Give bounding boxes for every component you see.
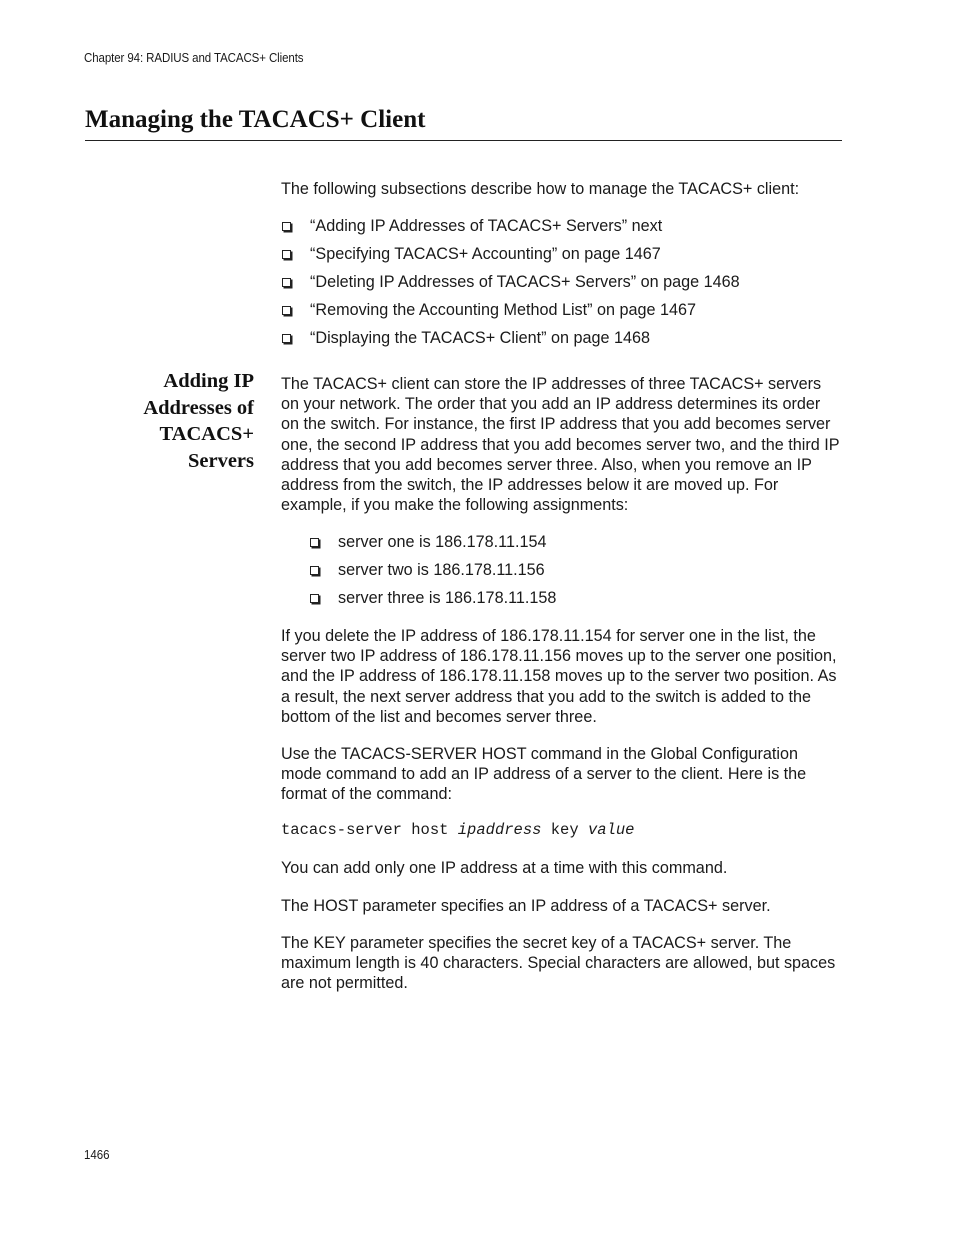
checkbox-bullet-icon	[282, 278, 291, 287]
intro-paragraph	[281, 179, 841, 199]
subsection-title-line: Addresses of	[143, 396, 254, 419]
command-syntax	[281, 821, 634, 839]
list-item-text: “Deleting IP Addresses of TACACS+ Servers” on page 1468	[310, 273, 740, 291]
paragraph-delete-example	[281, 626, 841, 727]
list-item-text: “Removing the Accounting Method List” on page 1467	[310, 301, 697, 319]
paragraph-host-parameter	[281, 896, 841, 916]
subsection-title-line: Servers	[187, 450, 254, 473]
command-keyword: key	[541, 821, 588, 839]
title-rule	[85, 140, 842, 141]
paragraph-text: If you delete the IP address of 186.178.11.154 for server one in the list, the server two IP address of 186.178.11.156 moves up to the server one position, and the IP address of 186.178.11.158 moves up to the server two position. As a result, the next server address that you add to the switch is added to the bottom of the list and becomes server three.	[281, 627, 837, 726]
checkbox-bullet-icon	[310, 538, 319, 547]
subsection-title	[143, 368, 254, 475]
checkbox-bullet-icon	[282, 306, 291, 315]
paragraph-text: You can add only one IP address at a time with this command.	[281, 859, 728, 877]
list-item-text: server one is 186.178.11.154	[338, 533, 547, 551]
list-item-text: “Adding IP Addresses of TACACS+ Servers” next	[310, 217, 663, 235]
checkbox-bullet-icon	[282, 222, 291, 231]
command-argument: value	[587, 821, 635, 839]
checkbox-bullet-icon	[282, 334, 291, 343]
intro-text: The following subsections describe how to manage the TACACS+ client:	[281, 180, 800, 198]
paragraph-storage	[281, 374, 841, 515]
list-item-text: server two is 186.178.11.156	[338, 561, 545, 579]
checkbox-bullet-icon	[282, 250, 291, 259]
command-argument: ipaddress	[457, 821, 542, 839]
subsection-link-list	[281, 216, 740, 356]
list-item	[281, 272, 740, 300]
paragraph-text: The KEY parameter specifies the secret key of a TACACS+ server. The maximum length is 40 characters. Special characters are allowed, but spaces are not permitted.	[281, 934, 836, 993]
list-item	[309, 588, 556, 616]
checkbox-bullet-icon	[310, 566, 319, 575]
paragraph-one-at-a-time	[281, 858, 841, 878]
list-item	[281, 328, 740, 356]
subsection-title-line: TACACS+	[159, 423, 254, 446]
list-item-text: “Displaying the TACACS+ Client” on page 1468	[310, 329, 650, 347]
subsection-title-line: Adding IP	[163, 370, 254, 392]
list-item	[281, 244, 740, 272]
paragraph-command-intro	[281, 744, 841, 805]
list-item	[281, 216, 740, 244]
paragraph-text: The TACACS+ client can store the IP addresses of three TACACS+ servers on your network. The order that you add an IP address determines its order on the switch. For instance, the first IP address that you add becomes server one, the second IP address that you add becomes server two, and the third IP address that you add becomes server three. Also, when you remove an IP address from the switch, the IP addresses below it are moved up. For example, if you make the following assignments:	[281, 375, 840, 515]
list-item-text: “Specifying TACACS+ Accounting” on page 1467	[310, 245, 661, 263]
list-item	[309, 532, 556, 560]
list-item-text: server three is 186.178.11.158	[338, 589, 557, 607]
paragraph-text: Use the TACACS-SERVER HOST command in the Global Configuration mode command to add an IP address of a server to the client. Here is the format of the command:	[281, 745, 807, 804]
list-item	[281, 300, 740, 328]
checkbox-bullet-icon	[310, 594, 319, 603]
page-number: 1466	[84, 1148, 110, 1162]
paragraph-text: The HOST parameter specifies an IP address of a TACACS+ server.	[281, 897, 771, 915]
server-assignment-list	[309, 532, 556, 616]
section-title: Managing the TACACS+ Client	[85, 106, 426, 133]
paragraph-key-parameter	[281, 933, 841, 994]
running-header: Chapter 94: RADIUS and TACACS+ Clients	[84, 51, 304, 65]
list-item	[309, 560, 556, 588]
command-keyword: tacacs-server host	[281, 821, 458, 839]
